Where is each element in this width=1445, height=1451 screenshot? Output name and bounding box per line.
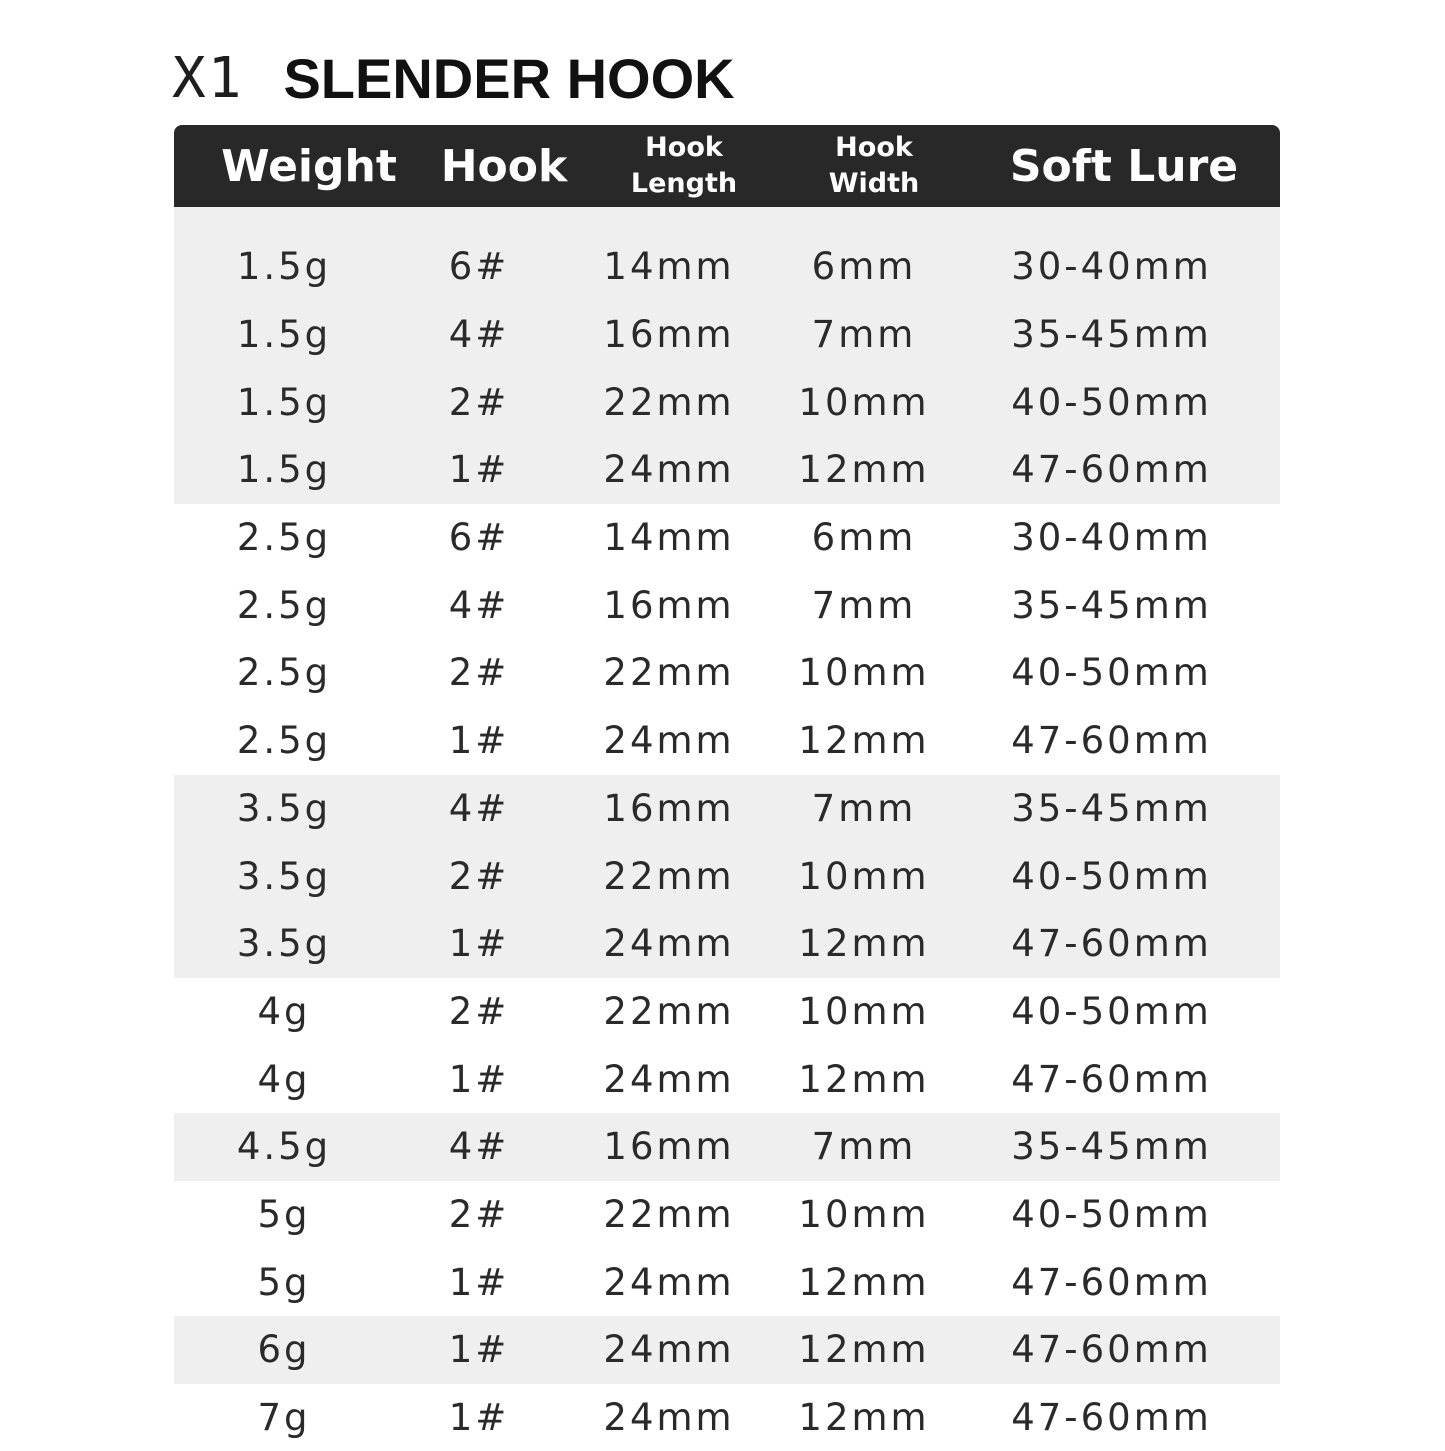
- table-row: [174, 1113, 1280, 1181]
- header-hook-length: [594, 125, 774, 207]
- row-group: [174, 978, 1280, 1113]
- header-hook: Hook: [440, 140, 568, 192]
- soft-lure-cell: 47-60mm: [1011, 448, 1212, 492]
- hook-cell: 4#: [448, 1125, 510, 1169]
- weight-cell: 5g: [257, 1260, 311, 1304]
- table-header: [174, 125, 1280, 207]
- table-row: [174, 910, 1280, 978]
- hook-width-cell: 12mm: [798, 1057, 930, 1101]
- soft-lure-cell: 30-40mm: [1011, 516, 1212, 560]
- weight-cell: 1.5g: [236, 380, 332, 424]
- hook-width-cell: 12mm: [798, 719, 930, 763]
- row-group: [174, 504, 1280, 775]
- header-hook-width-line2: Width: [828, 168, 920, 199]
- hook-width-cell: 12mm: [798, 1260, 930, 1304]
- weight-cell: 4g: [257, 1057, 311, 1101]
- weight-cell: 3.5g: [236, 786, 332, 830]
- table-row: [174, 301, 1280, 369]
- table-row: [174, 639, 1280, 707]
- weight-cell: 1.5g: [236, 448, 332, 492]
- soft-lure-cell: 35-45mm: [1011, 1125, 1212, 1169]
- hook-width-cell: 10mm: [798, 854, 930, 898]
- weight-cell: 1.5g: [236, 245, 332, 289]
- header-hook-length-line2: Length: [630, 168, 738, 199]
- hook-cell: 2#: [448, 1192, 510, 1236]
- weight-cell: 2.5g: [236, 516, 332, 560]
- hook-cell: 1#: [448, 1260, 510, 1304]
- hook-length-cell: 24mm: [603, 1396, 735, 1440]
- hook-cell: 4#: [448, 583, 510, 627]
- hook-width-cell: 10mm: [798, 380, 930, 424]
- row-group: [174, 1316, 1280, 1384]
- table-row: [174, 368, 1280, 436]
- hook-width-cell: 12mm: [798, 448, 930, 492]
- soft-lure-cell: 40-50mm: [1011, 854, 1212, 898]
- table-row: [174, 707, 1280, 775]
- weight-cell: 5g: [257, 1192, 311, 1236]
- table-row: [174, 1384, 1280, 1451]
- weight-cell: 4g: [257, 989, 311, 1033]
- hook-length-cell: 22mm: [603, 380, 735, 424]
- hook-length-cell: 22mm: [603, 854, 735, 898]
- hook-cell: 1#: [448, 1328, 510, 1372]
- soft-lure-cell: 35-45mm: [1011, 786, 1212, 830]
- hook-length-cell: 22mm: [603, 989, 735, 1033]
- hook-cell: 2#: [448, 380, 510, 424]
- quantity-label: X1: [172, 45, 244, 111]
- hook-cell: 1#: [448, 1396, 510, 1440]
- hook-width-cell: 10mm: [798, 651, 930, 695]
- soft-lure-cell: 47-60mm: [1011, 1057, 1212, 1101]
- weight-cell: 3.5g: [236, 854, 332, 898]
- hook-width-cell: 7mm: [811, 313, 917, 357]
- hook-cell: 4#: [448, 786, 510, 830]
- hook-length-cell: 14mm: [603, 516, 735, 560]
- hook-width-cell: 12mm: [798, 1396, 930, 1440]
- row-group: [174, 1181, 1280, 1316]
- soft-lure-cell: 47-60mm: [1011, 719, 1212, 763]
- soft-lure-cell: 47-60mm: [1011, 1396, 1212, 1440]
- hook-cell: 2#: [448, 989, 510, 1033]
- table-row: [174, 775, 1280, 843]
- soft-lure-cell: 47-60mm: [1011, 1260, 1212, 1304]
- weight-cell: 6g: [257, 1328, 311, 1372]
- hook-cell: 1#: [448, 448, 510, 492]
- hook-width-cell: 6mm: [811, 245, 917, 289]
- header-weight: Weight: [221, 140, 397, 192]
- table-row: [174, 1248, 1280, 1316]
- hook-cell: 1#: [448, 1057, 510, 1101]
- hook-cell: 2#: [448, 854, 510, 898]
- table-row: [174, 1045, 1280, 1113]
- hook-width-cell: 12mm: [798, 922, 930, 966]
- product-title: SLENDER HOOK: [283, 46, 735, 110]
- hook-length-cell: 22mm: [603, 1192, 735, 1236]
- row-group: [174, 1113, 1280, 1181]
- hook-length-cell: 14mm: [603, 245, 735, 289]
- spec-table: [174, 125, 1280, 1451]
- hook-cell: 1#: [448, 922, 510, 966]
- row-group: [174, 775, 1280, 978]
- table-row: [174, 233, 1280, 301]
- soft-lure-cell: 30-40mm: [1011, 245, 1212, 289]
- hook-cell: 6#: [448, 245, 510, 289]
- hook-length-cell: 16mm: [603, 583, 735, 627]
- hook-length-cell: 24mm: [603, 719, 735, 763]
- hook-length-cell: 16mm: [603, 786, 735, 830]
- weight-cell: 7g: [257, 1396, 311, 1440]
- hook-cell: 2#: [448, 651, 510, 695]
- row-group: [174, 1384, 1280, 1451]
- hook-width-cell: 7mm: [811, 1125, 917, 1169]
- weight-cell: 4.5g: [236, 1125, 332, 1169]
- table-body: [174, 207, 1280, 1451]
- hook-width-cell: 7mm: [811, 583, 917, 627]
- hook-width-cell: 6mm: [811, 516, 917, 560]
- hook-length-cell: 24mm: [603, 922, 735, 966]
- weight-cell: 2.5g: [236, 719, 332, 763]
- hook-width-cell: 7mm: [811, 786, 917, 830]
- hook-width-cell: 10mm: [798, 989, 930, 1033]
- hook-length-cell: 24mm: [603, 1057, 735, 1101]
- hook-length-cell: 24mm: [603, 448, 735, 492]
- hook-cell: 4#: [448, 313, 510, 357]
- hook-length-cell: 16mm: [603, 313, 735, 357]
- hook-length-cell: 22mm: [603, 651, 735, 695]
- table-row: [174, 1181, 1280, 1249]
- header-hook-width-line1: Hook: [835, 132, 913, 163]
- soft-lure-cell: 47-60mm: [1011, 1328, 1212, 1372]
- weight-cell: 2.5g: [236, 651, 332, 695]
- hook-width-cell: 10mm: [798, 1192, 930, 1236]
- hook-length-cell: 24mm: [603, 1260, 735, 1304]
- table-row: [174, 1316, 1280, 1384]
- soft-lure-cell: 35-45mm: [1011, 313, 1212, 357]
- title-row: [172, 38, 735, 118]
- soft-lure-cell: 40-50mm: [1011, 651, 1212, 695]
- header-hook-width: [784, 125, 964, 207]
- hook-length-cell: 24mm: [603, 1328, 735, 1372]
- weight-cell: 3.5g: [236, 922, 332, 966]
- header-hook-length-line1: Hook: [645, 132, 723, 163]
- soft-lure-cell: 40-50mm: [1011, 380, 1212, 424]
- table-row: [174, 571, 1280, 639]
- table-row: [174, 978, 1280, 1046]
- soft-lure-cell: 35-45mm: [1011, 583, 1212, 627]
- hook-cell: 6#: [448, 516, 510, 560]
- soft-lure-cell: 40-50mm: [1011, 1192, 1212, 1236]
- soft-lure-cell: 40-50mm: [1011, 989, 1212, 1033]
- table-row: [174, 504, 1280, 572]
- row-group: [174, 207, 1280, 504]
- table-row: [174, 842, 1280, 910]
- soft-lure-cell: 47-60mm: [1011, 922, 1212, 966]
- weight-cell: 2.5g: [236, 583, 332, 627]
- table-row: [174, 436, 1280, 504]
- header-soft-lure: Soft Lure: [1009, 140, 1239, 192]
- hook-length-cell: 16mm: [603, 1125, 735, 1169]
- hook-cell: 1#: [448, 719, 510, 763]
- weight-cell: 1.5g: [236, 313, 332, 357]
- hook-width-cell: 12mm: [798, 1328, 930, 1372]
